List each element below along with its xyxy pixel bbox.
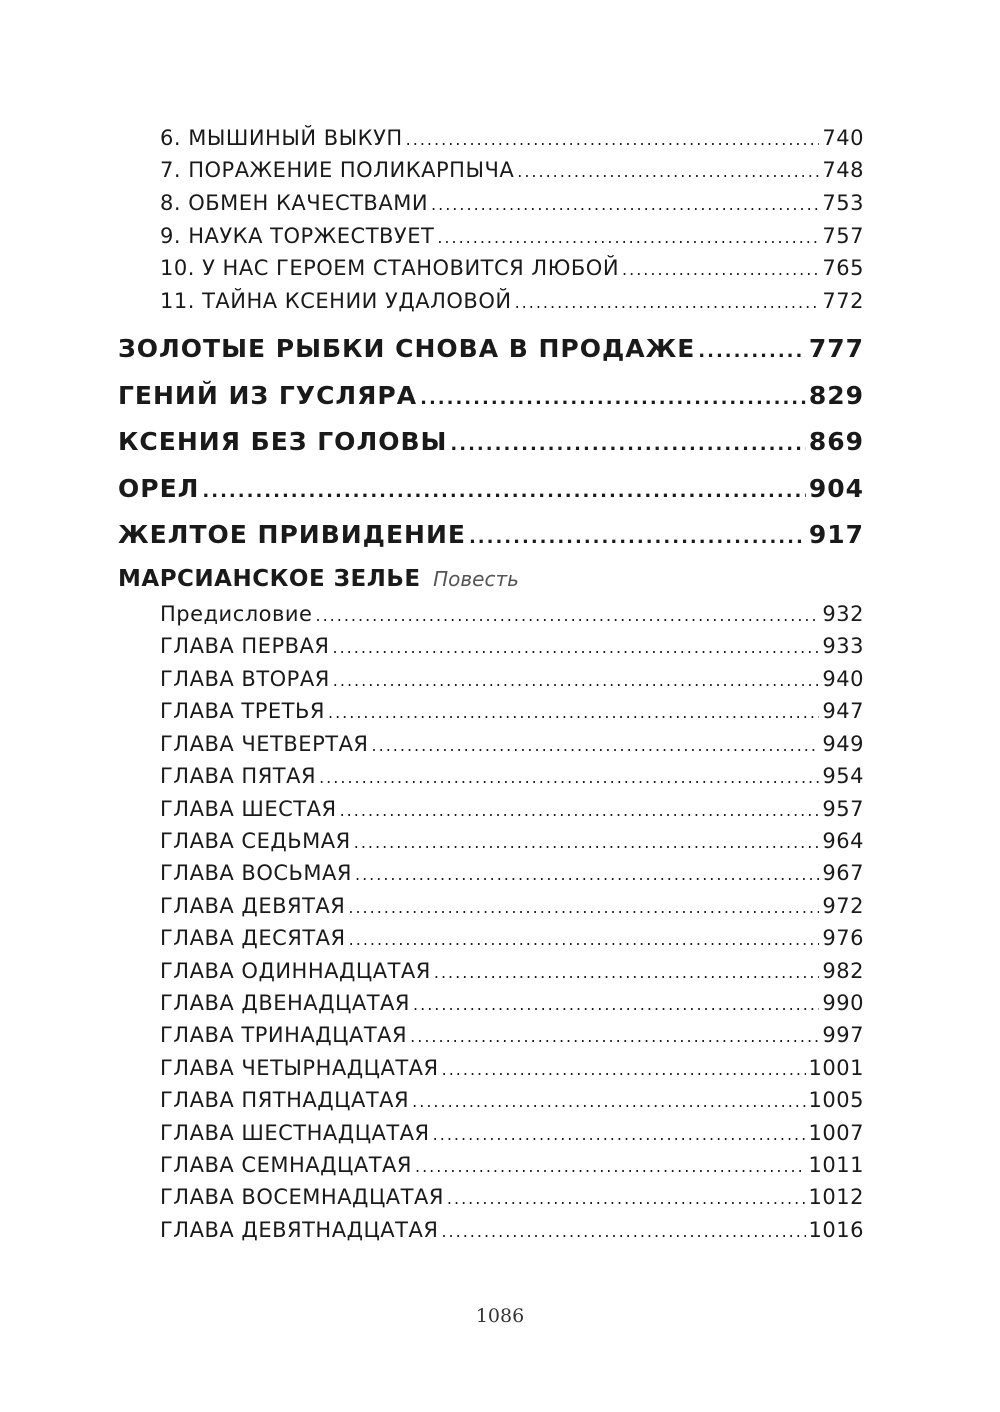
toc-entry[interactable] (160, 730, 864, 758)
entry-title: ГЛАВА ВОСЬМАЯ (160, 861, 352, 885)
entry-title: 9. НАУКА ТОРЖЕСТВУЕТ (160, 224, 435, 248)
entry-page: 997 (822, 1023, 864, 1047)
entry-title: ГЛАВА ШЕСТНАДЦАТАЯ (160, 1121, 430, 1145)
toc-entry[interactable] (160, 222, 864, 250)
toc-entry[interactable] (160, 1119, 864, 1147)
entry-page: 972 (822, 894, 864, 918)
toc-major-entry[interactable] (118, 425, 864, 459)
section-heading (118, 566, 519, 592)
entry-page: 777 (808, 334, 864, 363)
toc-entry[interactable] (160, 827, 864, 855)
dot-leader (469, 521, 806, 555)
toc-entry[interactable] (160, 1183, 864, 1211)
entry-title: ГЛАВА ЧЕТЫРНАДЦАТАЯ (160, 1056, 439, 1080)
entry-title: ГЛАВА ПЕРВАЯ (160, 634, 330, 658)
toc-entry[interactable] (160, 254, 864, 282)
entry-title: 8. ОБМЕН КАЧЕСТВАМИ (160, 191, 429, 215)
dot-leader (413, 991, 819, 1019)
dot-leader (698, 335, 806, 369)
dot-leader (355, 861, 819, 889)
entry-title: ГЛАВА СЕДЬМАЯ (160, 829, 351, 853)
toc-entry[interactable] (160, 1021, 864, 1049)
dot-leader (420, 382, 806, 416)
toc-major-entry[interactable] (118, 472, 864, 506)
toc-entry[interactable] (160, 1086, 864, 1114)
entry-title: ГЛАВА ПЯТАЯ (160, 764, 317, 788)
dot-leader (517, 158, 819, 186)
section-subtitle: Повесть (433, 567, 519, 591)
dot-leader (442, 1056, 806, 1084)
entry-title: ГЛАВА ШЕСТАЯ (160, 797, 337, 821)
entry-page: 957 (822, 797, 864, 821)
dot-leader (437, 224, 819, 252)
entry-page: 1005 (808, 1088, 864, 1112)
toc-major-entry[interactable] (118, 379, 864, 413)
entry-title: ОРЕЛ (118, 474, 200, 503)
entry-page: 1012 (808, 1185, 864, 1209)
entry-page: 954 (822, 764, 864, 788)
entry-page: 917 (808, 520, 864, 549)
dot-leader (434, 959, 820, 987)
entry-page: 964 (822, 829, 864, 853)
toc-entry[interactable] (160, 989, 864, 1017)
entry-page: 949 (822, 732, 864, 756)
entry-title: ГЛАВА ЧЕТВЕРТАЯ (160, 732, 369, 756)
entry-page: 967 (822, 861, 864, 885)
dot-leader (348, 894, 819, 922)
entry-page: 904 (808, 474, 864, 503)
entry-page: 1011 (808, 1153, 864, 1177)
toc-major-entry[interactable] (118, 518, 864, 552)
entry-page: 976 (822, 926, 864, 950)
toc-entry[interactable] (160, 124, 864, 152)
dot-leader (447, 1185, 806, 1213)
entry-title: ГЛАВА СЕМНАДЦАТАЯ (160, 1153, 412, 1177)
dot-leader (319, 764, 819, 792)
toc-entry[interactable] (160, 892, 864, 920)
dot-leader (622, 256, 819, 284)
dot-leader (515, 289, 820, 317)
entry-page: 1016 (808, 1218, 864, 1242)
entry-page: 740 (822, 126, 864, 150)
dot-leader (315, 602, 819, 630)
toc-entry[interactable] (160, 957, 864, 985)
toc-major-entry[interactable] (118, 332, 864, 366)
entry-page: 1001 (808, 1056, 864, 1080)
entry-title: ГЛАВА ДВЕНАДЦАТАЯ (160, 991, 411, 1015)
entry-title: ГЕНИЙ ИЗ ГУСЛЯРА (118, 381, 418, 410)
entry-title: ГЛАВА ДЕВЯТНАДЦАТАЯ (160, 1218, 439, 1242)
entry-page: 990 (822, 991, 864, 1015)
dot-leader (202, 475, 805, 509)
section-title: МАРСИАНСКОЕ ЗЕЛЬЕ (118, 566, 421, 592)
entry-title: ГЛАВА ТРЕТЬЯ (160, 699, 325, 723)
entry-title: ГЛАВА ТРИНАДЦАТАЯ (160, 1023, 408, 1047)
entry-page: 753 (822, 191, 864, 215)
entry-page: 772 (822, 289, 864, 313)
entry-title: 7. ПОРАЖЕНИЕ ПОЛИКАРПЫЧА (160, 158, 515, 182)
toc-entry[interactable] (160, 1216, 864, 1244)
entry-title: ЖЕЛТОЕ ПРИВИДЕНИЕ (118, 520, 466, 549)
entry-page: 982 (822, 959, 864, 983)
toc-entry[interactable] (160, 600, 864, 628)
entry-title: ГЛАВА ОДИННАДЦАТАЯ (160, 959, 431, 983)
dot-leader (349, 926, 820, 954)
entry-page: 932 (822, 602, 864, 626)
dot-leader (441, 1218, 805, 1246)
toc-entry[interactable] (160, 1151, 864, 1179)
dot-leader (415, 1153, 806, 1181)
entry-page: 1007 (808, 1121, 864, 1145)
entry-page: 748 (822, 158, 864, 182)
toc-entry[interactable] (160, 156, 864, 184)
entry-title: КСЕНИЯ БЕЗ ГОЛОВЫ (118, 427, 448, 456)
entry-page: 869 (808, 427, 864, 456)
entry-title: 10. У НАС ГЕРОЕМ СТАНОВИТСЯ ЛЮБОЙ (160, 256, 620, 280)
toc-entry[interactable] (160, 697, 864, 725)
entry-page: 933 (822, 634, 864, 658)
dot-leader (333, 634, 820, 662)
page-number: 1086 (475, 1305, 525, 1327)
toc-entry[interactable] (160, 665, 864, 693)
entry-page: 765 (822, 256, 864, 280)
entry-title: ГЛАВА ВОСЕМНАДЦАТАЯ (160, 1185, 444, 1209)
dot-leader (433, 1121, 806, 1149)
entry-page: 947 (822, 699, 864, 723)
toc-entry[interactable] (160, 189, 864, 217)
toc-entry[interactable] (160, 924, 864, 952)
entry-title: ЗОЛОТЫЕ РЫБКИ СНОВА В ПРОДАЖЕ (118, 334, 696, 363)
dot-leader (406, 126, 820, 154)
dot-leader (340, 797, 820, 825)
entry-page: 940 (822, 667, 864, 691)
entry-title: ГЛАВА ДЕВЯТАЯ (160, 894, 346, 918)
dot-leader (450, 428, 805, 462)
toc-entry[interactable] (160, 632, 864, 660)
dot-leader (372, 732, 820, 760)
dot-leader (333, 667, 820, 695)
toc-entry[interactable] (160, 1054, 864, 1082)
entry-title: Предисловие (160, 602, 313, 626)
entry-page: 829 (808, 381, 864, 410)
toc-entry[interactable] (160, 795, 864, 823)
dot-leader (410, 1023, 819, 1051)
entry-title: 11. ТАЙНА КСЕНИИ УДАЛОВОЙ (160, 289, 512, 313)
dot-leader (412, 1088, 805, 1116)
dot-leader (328, 699, 819, 727)
toc-entry[interactable] (160, 859, 864, 887)
entry-title: ГЛАВА ВТОРАЯ (160, 667, 330, 691)
toc-entry[interactable] (160, 762, 864, 790)
entry-title: ГЛАВА ДЕСЯТАЯ (160, 926, 346, 950)
dot-leader (354, 829, 820, 857)
entry-title: 6. МЫШИНЫЙ ВЫКУП (160, 126, 403, 150)
toc-entry[interactable] (160, 287, 864, 315)
dot-leader (431, 191, 819, 219)
entry-title: ГЛАВА ПЯТНАДЦАТАЯ (160, 1088, 410, 1112)
entry-page: 757 (822, 224, 864, 248)
